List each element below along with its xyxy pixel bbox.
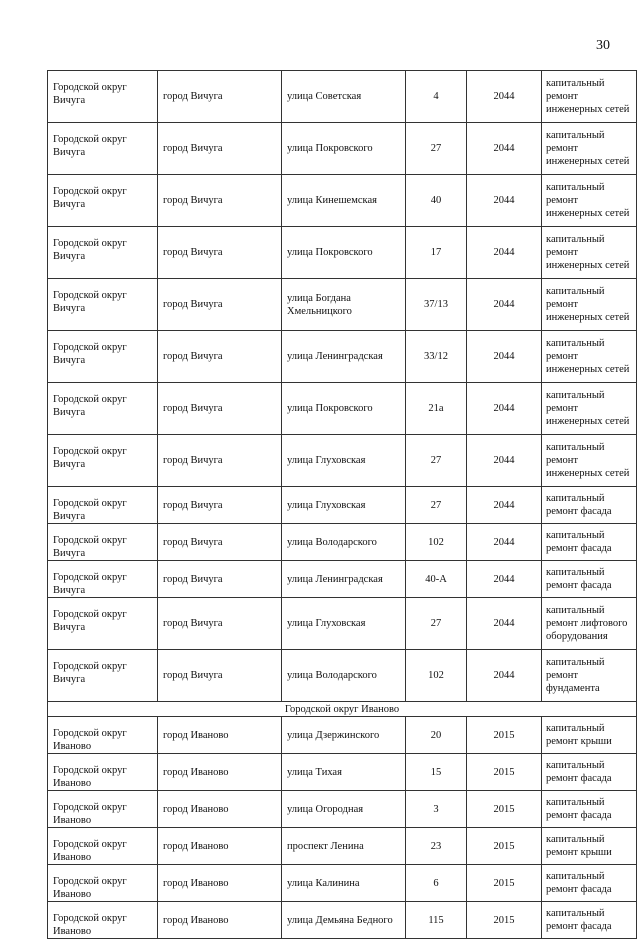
okrug-cell: Городской округ Вичуга	[48, 435, 158, 487]
work-type-cell: капитальный ремонт инженерных сетей	[542, 175, 637, 227]
year-cell: 2044	[467, 435, 542, 487]
okrug-cell: Городской округ Вичуга	[48, 71, 158, 123]
city-cell: город Иваново	[158, 754, 282, 791]
year-cell: 2015	[467, 754, 542, 791]
street-cell: улица Богдана Хмельницкого	[282, 279, 406, 331]
work-type-cell: капитальный ремонт инженерных сетей	[542, 123, 637, 175]
city-cell: город Иваново	[158, 791, 282, 828]
okrug-cell: Городской округ Вичуга	[48, 279, 158, 331]
work-type-cell: капитальный ремонт инженерных сетей	[542, 383, 637, 435]
street-cell: улица Огородная	[282, 791, 406, 828]
house-number-cell: 27	[406, 123, 467, 175]
house-number-cell: 23	[406, 828, 467, 865]
work-type-cell: капитальный ремонт фасада	[542, 561, 637, 598]
work-type-cell: капитальный ремонт фасада	[542, 524, 637, 561]
table-row	[48, 598, 637, 650]
table-body	[48, 71, 637, 939]
street-cell: улица Глуховская	[282, 435, 406, 487]
year-cell: 2044	[467, 227, 542, 279]
street-cell: улица Володарского	[282, 524, 406, 561]
work-type-cell: капитальный ремонт лифтового оборудования	[542, 598, 637, 650]
work-type-cell: капитальный ремонт фасада	[542, 791, 637, 828]
okrug-cell: Городской округ Вичуга	[48, 561, 158, 598]
year-cell: 2015	[467, 902, 542, 939]
work-type-cell: капитальный ремонт фасада	[542, 865, 637, 902]
work-type-cell: капитальный ремонт крыши	[542, 717, 637, 754]
street-cell: улица Демьяна Бедного	[282, 902, 406, 939]
city-cell: город Иваново	[158, 865, 282, 902]
okrug-cell: Городской округ Иваново	[48, 828, 158, 865]
house-number-cell: 3	[406, 791, 467, 828]
year-cell: 2044	[467, 561, 542, 598]
okrug-cell: Городской округ Вичуга	[48, 123, 158, 175]
year-cell: 2015	[467, 791, 542, 828]
city-cell: город Вичуга	[158, 598, 282, 650]
house-number-cell: 4	[406, 71, 467, 123]
table-row	[48, 227, 637, 279]
city-cell: город Вичуга	[158, 524, 282, 561]
city-cell: город Вичуга	[158, 487, 282, 524]
year-cell: 2044	[467, 598, 542, 650]
year-cell: 2015	[467, 828, 542, 865]
house-number-cell: 33/12	[406, 331, 467, 383]
house-number-cell: 21а	[406, 383, 467, 435]
house-number-cell: 15	[406, 754, 467, 791]
table-row	[48, 279, 637, 331]
city-cell: город Вичуга	[158, 650, 282, 702]
table-row	[48, 123, 637, 175]
okrug-cell: Городской округ Иваново	[48, 902, 158, 939]
table-row	[48, 717, 637, 754]
street-cell: улица Глуховская	[282, 487, 406, 524]
work-type-cell: капитальный ремонт фасада	[542, 487, 637, 524]
year-cell: 2044	[467, 524, 542, 561]
house-number-cell: 115	[406, 902, 467, 939]
city-cell: город Иваново	[158, 902, 282, 939]
work-type-cell: капитальный ремонт инженерных сетей	[542, 435, 637, 487]
table-row	[48, 650, 637, 702]
work-type-cell: капитальный ремонт фасада	[542, 902, 637, 939]
table-row	[48, 487, 637, 524]
year-cell: 2044	[467, 71, 542, 123]
okrug-cell: Городской округ Вичуга	[48, 487, 158, 524]
table-row	[48, 383, 637, 435]
street-cell: улица Покровского	[282, 383, 406, 435]
okrug-cell: Городской округ Вичуга	[48, 175, 158, 227]
year-cell: 2044	[467, 650, 542, 702]
street-cell: улица Ленинградская	[282, 331, 406, 383]
table-row	[48, 71, 637, 123]
table-row	[48, 561, 637, 598]
city-cell: город Вичуга	[158, 175, 282, 227]
city-cell: город Вичуга	[158, 435, 282, 487]
okrug-cell: Городской округ Иваново	[48, 791, 158, 828]
city-cell: город Вичуга	[158, 561, 282, 598]
work-type-cell: капитальный ремонт инженерных сетей	[542, 279, 637, 331]
street-cell: улица Дзержинского	[282, 717, 406, 754]
city-cell: город Вичуга	[158, 71, 282, 123]
work-type-cell: капитальный ремонт фасада	[542, 754, 637, 791]
year-cell: 2044	[467, 279, 542, 331]
house-number-cell: 17	[406, 227, 467, 279]
section-header-row	[48, 702, 637, 717]
city-cell: город Иваново	[158, 717, 282, 754]
table-row	[48, 524, 637, 561]
year-cell: 2044	[467, 175, 542, 227]
street-cell: улица Кинешемская	[282, 175, 406, 227]
okrug-cell: Городской округ Вичуга	[48, 227, 158, 279]
year-cell: 2044	[467, 123, 542, 175]
table-row	[48, 791, 637, 828]
table-row	[48, 175, 637, 227]
okrug-cell: Городской округ Вичуга	[48, 650, 158, 702]
okrug-cell: Городской округ Вичуга	[48, 524, 158, 561]
city-cell: город Вичуга	[158, 279, 282, 331]
okrug-cell: Городской округ Вичуга	[48, 598, 158, 650]
year-cell: 2015	[467, 865, 542, 902]
street-cell: улица Покровского	[282, 123, 406, 175]
year-cell: 2044	[467, 487, 542, 524]
okrug-cell: Городской округ Иваново	[48, 717, 158, 754]
house-number-cell: 27	[406, 435, 467, 487]
street-cell: улица Глуховская	[282, 598, 406, 650]
house-number-cell: 6	[406, 865, 467, 902]
work-type-cell: капитальный ремонт инженерных сетей	[542, 331, 637, 383]
table-row	[48, 828, 637, 865]
okrug-cell: Городской округ Вичуга	[48, 383, 158, 435]
house-number-cell: 40-А	[406, 561, 467, 598]
street-cell: улица Калинина	[282, 865, 406, 902]
house-number-cell: 27	[406, 487, 467, 524]
street-cell: проспект Ленина	[282, 828, 406, 865]
table-row	[48, 902, 637, 939]
street-cell: улица Покровского	[282, 227, 406, 279]
city-cell: город Иваново	[158, 828, 282, 865]
city-cell: город Вичуга	[158, 331, 282, 383]
section-title: Городской округ Иваново	[48, 702, 637, 717]
house-number-cell: 20	[406, 717, 467, 754]
work-type-cell: капитальный ремонт инженерных сетей	[542, 71, 637, 123]
year-cell: 2044	[467, 331, 542, 383]
table-row	[48, 754, 637, 791]
city-cell: город Вичуга	[158, 383, 282, 435]
year-cell: 2044	[467, 383, 542, 435]
house-number-cell: 102	[406, 524, 467, 561]
table-row	[48, 865, 637, 902]
table-row	[48, 331, 637, 383]
okrug-cell: Городской округ Иваново	[48, 865, 158, 902]
year-cell: 2015	[467, 717, 542, 754]
okrug-cell: Городской округ Вичуга	[48, 331, 158, 383]
city-cell: город Вичуга	[158, 227, 282, 279]
house-number-cell: 40	[406, 175, 467, 227]
street-cell: улица Ленинградская	[282, 561, 406, 598]
house-number-cell: 102	[406, 650, 467, 702]
house-number-cell: 37/13	[406, 279, 467, 331]
work-type-cell: капитальный ремонт фундамента	[542, 650, 637, 702]
okrug-cell: Городской округ Иваново	[48, 754, 158, 791]
house-number-cell: 27	[406, 598, 467, 650]
table-row	[48, 435, 637, 487]
page-number: 30	[596, 38, 610, 53]
street-cell: улица Тихая	[282, 754, 406, 791]
work-type-cell: капитальный ремонт крыши	[542, 828, 637, 865]
work-type-cell: капитальный ремонт инженерных сетей	[542, 227, 637, 279]
street-cell: улица Советская	[282, 71, 406, 123]
repair-schedule-table	[47, 70, 637, 939]
city-cell: город Вичуга	[158, 123, 282, 175]
street-cell: улица Володарского	[282, 650, 406, 702]
